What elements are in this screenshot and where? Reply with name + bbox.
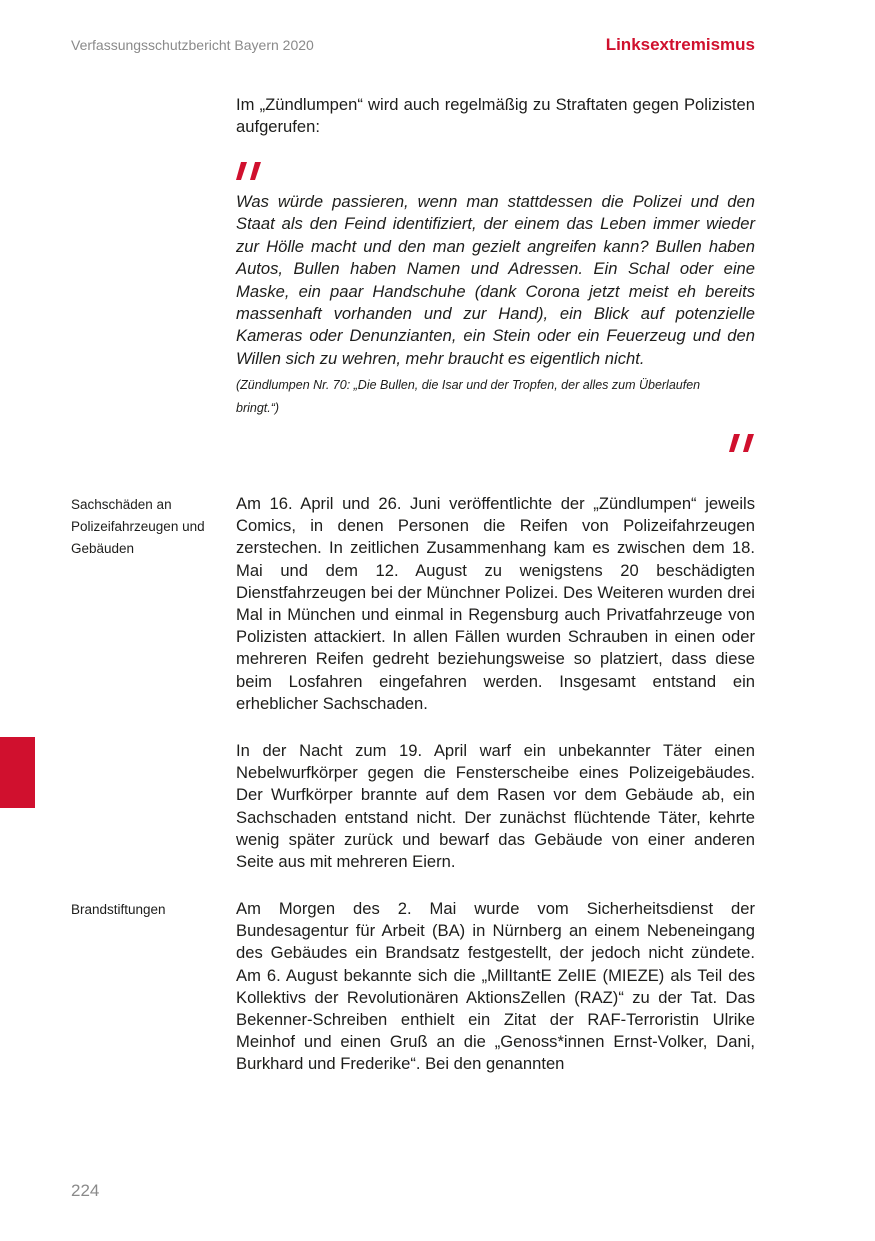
- paragraph-block-1: [236, 493, 755, 715]
- opening-quote-icon: [236, 162, 262, 182]
- quote-block: [236, 191, 755, 420]
- paragraph-block-3: [236, 898, 755, 1076]
- page-number: 224: [71, 1181, 100, 1200]
- intro-paragraph: Im „Zündlumpen“ wird auch regelmäßig zu Straftaten gegen Polizisten aufgerufen:: [236, 95, 755, 137]
- section-color-tab: [0, 737, 35, 808]
- paragraph-block-2: [236, 740, 755, 873]
- quote-source: (Zündlumpen Nr. 70: „Die Bullen, die Isar und der Tropfen, der alles zum Überlaufen bringt.“): [236, 378, 701, 416]
- intro-block: [236, 94, 755, 138]
- paragraph-brandstiftungen: Am Morgen des 2. Mai wurde vom Sicherheitsdienst der Bundesagentur für Arbeit (BA) in Nürnberg an einem Nebeneingang des Gebäudes ein Brandsatz festgestellt, der jedoch nicht zündete. Am 6. August bekannte sich die „MilItantE ZelIE (MIEZE) als Teil des Kollektivs der Revolutionären AktionsZellen (RAZ)“ zu der Tat. Das Bekenner-Schreiben enthielt ein Zitat der RAF-Terroristin Ulrike Meinhof und einen Gruß an die „Genoss*innen Ernst-Volker, Dani, Burkhard und Frederike“. Bei den genannten: [236, 899, 755, 1074]
- running-head-section: Linksextremismus: [605, 35, 755, 54]
- quote-text: Was würde passieren, wenn man stattdessen die Polizei und den Staat als den Feind identifiziert, der einem das Leben immer wieder zur Hölle macht und den man gezielt angreifen kann? Bullen haben Autos, Bullen haben Namen und Adressen. Ein Schal oder eine Maske, ein paar Handschuhe (dank Corona jetzt meist eh bereits massenhaft vorhanden und zur Hand), ein Blick auf potenzielle Kameras oder Denunzianten, ein Stein oder ein Feuerzeug und den Willen sich zu wehren, mehr braucht es eigentlich nicht.: [236, 192, 755, 368]
- running-head-publication: Verfassungsschutzbericht Bayern 2020: [71, 37, 314, 53]
- margin-note-sachschaeden: Sachschäden an Polizeifahrzeugen und Gebäuden: [71, 497, 205, 556]
- paragraph-sachschaeden: Am 16. April und 26. Juni veröffentlichte der „Zündlumpen“ jeweils Comics, in denen Personen die Reifen von Polizeifahrzeugen zerstechen. In zeitlichen Zusammenhang kam es zwischen dem 18. Mai und dem 12. August zu wenigstens 20 beschädigten Dienstfahrzeugen bei der Münchner Polizei. Des Weiteren wurden drei Mal in München und einmal in Regensburg auch Privatfahrzeuge von Polizisten attackiert. In allen Fällen wurden Schrauben in einen oder mehreren Reifen gedreht beziehungsweise so platziert, dass diese beim Losfahren eingefahren werden. Insgesamt entstand ein erheblicher Sachschaden.: [236, 494, 755, 713]
- closing-quote-icon: [729, 434, 755, 454]
- margin-note-brandstiftungen: Brandstiftungen: [71, 902, 166, 917]
- paragraph-nebelwurfkoerper: In der Nacht zum 19. April warf ein unbekannter Täter einen Nebelwurfkörper gegen die Fensterscheibe eines Polizeigebäudes. Der Wurfkörper brannte auf dem Rasen vor dem Gebäude ab, ein Sachschaden entstand nicht. Der zunächst flüchtende Täter, kehrte wenig später zurück und bewarf das Gebäude von einer anderen Seite aus mit mehreren Eiern.: [236, 741, 755, 872]
